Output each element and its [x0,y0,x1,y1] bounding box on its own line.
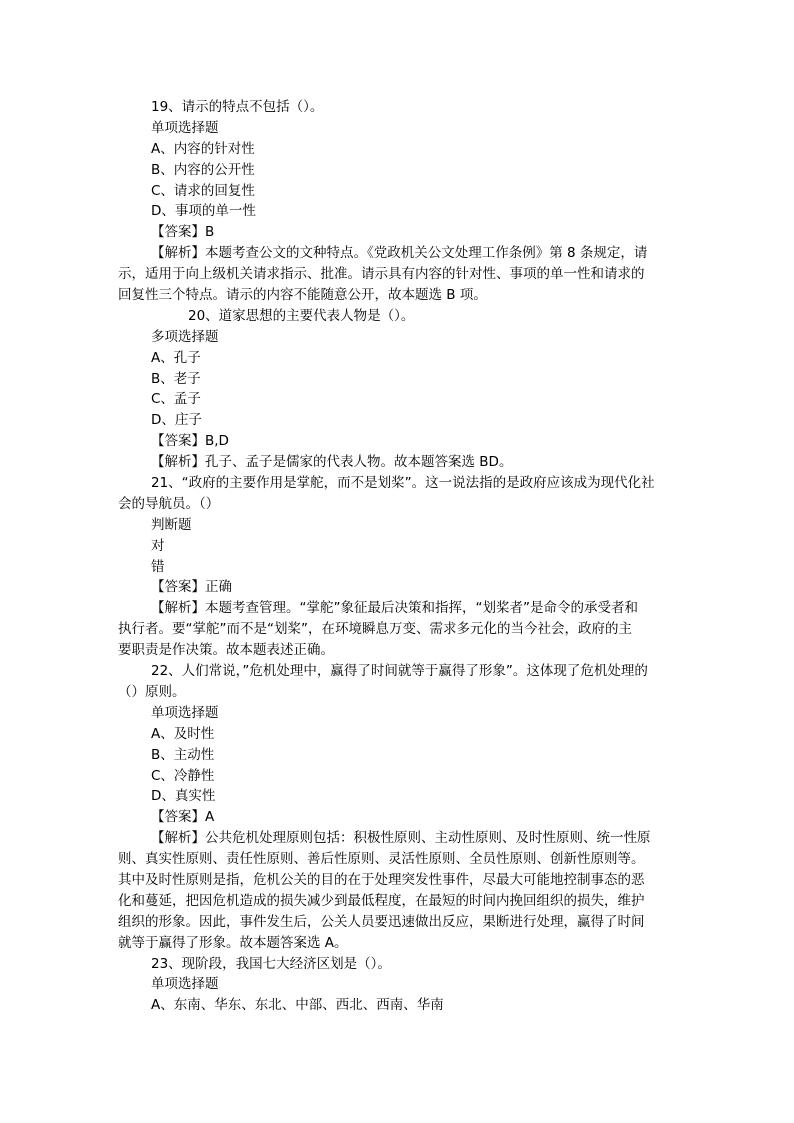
question-22-option-c: C、冷静性 [151,767,215,784]
question-19-option-a: A、内容的针对性 [151,140,255,157]
question-19-option-c: C、请求的回复性 [151,182,255,199]
question-21-analysis-line: 【解析】本题考查管理。“掌舵”象征最后决策和指挥，“划桨者”是命令的承受者和 [151,600,638,617]
question-19-answer: 【答案】B [151,224,215,241]
question-23-type: 单项选择题 [151,976,219,993]
question-22-stem: 22、人们常说，”危机处理中，赢得了时间就等于赢得了形象”。这体现了危机处理的 [151,663,648,680]
question-20-stem: 20、道家思想的主要代表人物是（）。 [188,307,415,324]
question-22-analysis-line: 则、真实性原则、责任性原则、善后性原则、灵活性原则、全员性原则、创新性原则等。 [118,851,645,868]
question-22-analysis-line: 就等于赢得了形象。故本题答案选 A。 [118,934,348,951]
question-20-option-a: A、孔子 [151,349,201,366]
question-22-option-a: A、及时性 [151,725,215,742]
question-20-option-c: C、孟子 [151,391,201,408]
question-19-option-b: B、内容的公开性 [151,161,255,178]
question-20-answer: 【答案】B,D [151,433,229,450]
question-22-stem: （）原则。 [118,683,186,700]
question-19-option-d: D、事项的单一性 [151,203,256,220]
question-20-type: 多项选择题 [151,328,219,345]
question-21-analysis-line: 要职责是作决策。故本题表述正确。 [118,642,334,659]
question-23-option-a: A、东南、华东、东北、中部、西北、西南、华南 [151,997,444,1014]
question-21-stem: 会的导航员。（） [118,495,220,512]
question-22-option-d: D、真实性 [151,788,216,805]
question-21-analysis-line: 执行者。要“掌舵”而不是“划桨”，在环境瞬息万变、需求多元化的当今社会，政府的主 [118,621,632,638]
question-22-type: 单项选择题 [151,704,219,721]
question-21-type: 判断题 [151,516,192,533]
question-23-stem: 23、现阶段，我国七大经济区划是（）。 [151,955,391,972]
question-19-type: 单项选择题 [151,119,219,136]
question-20-option-d: D、庄子 [151,412,202,429]
question-21-option-false: 错 [151,558,165,575]
question-19-analysis-line: 示，适用于向上级机关请求指示、批准。请示具有内容的针对性、事项的单一性和请求的 [118,266,645,283]
question-22-option-b: B、主动性 [151,746,215,763]
question-21-option-true: 对 [151,537,165,554]
question-22-answer: 【答案】A [151,809,215,826]
question-22-analysis-line: 化和蔓延，把因危机造成的损失减少到最低程度，在最短的时间内挽回组织的损失，维护 [118,892,645,909]
question-19-analysis-line: 回复性三个特点。请示的内容不能随意公开，故本题选 B 项。 [118,287,487,304]
question-22-analysis-line: 【解析】公共危机处理原则包括：积极性原则、主动性原则、及时性原则、统一性原 [151,830,651,847]
question-list [118,97,678,1016]
question-20-analysis-line: 【解析】孔子、孟子是儒家的代表人物。故本题答案选 BD。 [151,454,513,471]
question-21-answer: 【答案】正确 [151,579,232,596]
question-22-analysis-line: 组织的形象。因此，事件发生后，公关人员要迅速做出反应，果断进行处理，赢得了时间 [118,913,645,930]
question-19-stem: 19、请示的特点不包括（）。 [151,99,324,115]
question-19-analysis-line: 【解析】本题考查公文的文种特点。《党政机关公文处理工作条例》第 8 条规定，请 [151,245,648,262]
question-22-analysis-line: 其中及时性原则是指，危机公关的目的在于处理突发性事件，尽最大可能地控制事态的恶 [118,871,645,888]
question-20-option-b: B、老子 [151,370,201,387]
question-21-stem: 21、“政府的主要作用是掌舵，而不是划桨”。这一说法指的是政府应该成为现代化社 [151,475,655,492]
